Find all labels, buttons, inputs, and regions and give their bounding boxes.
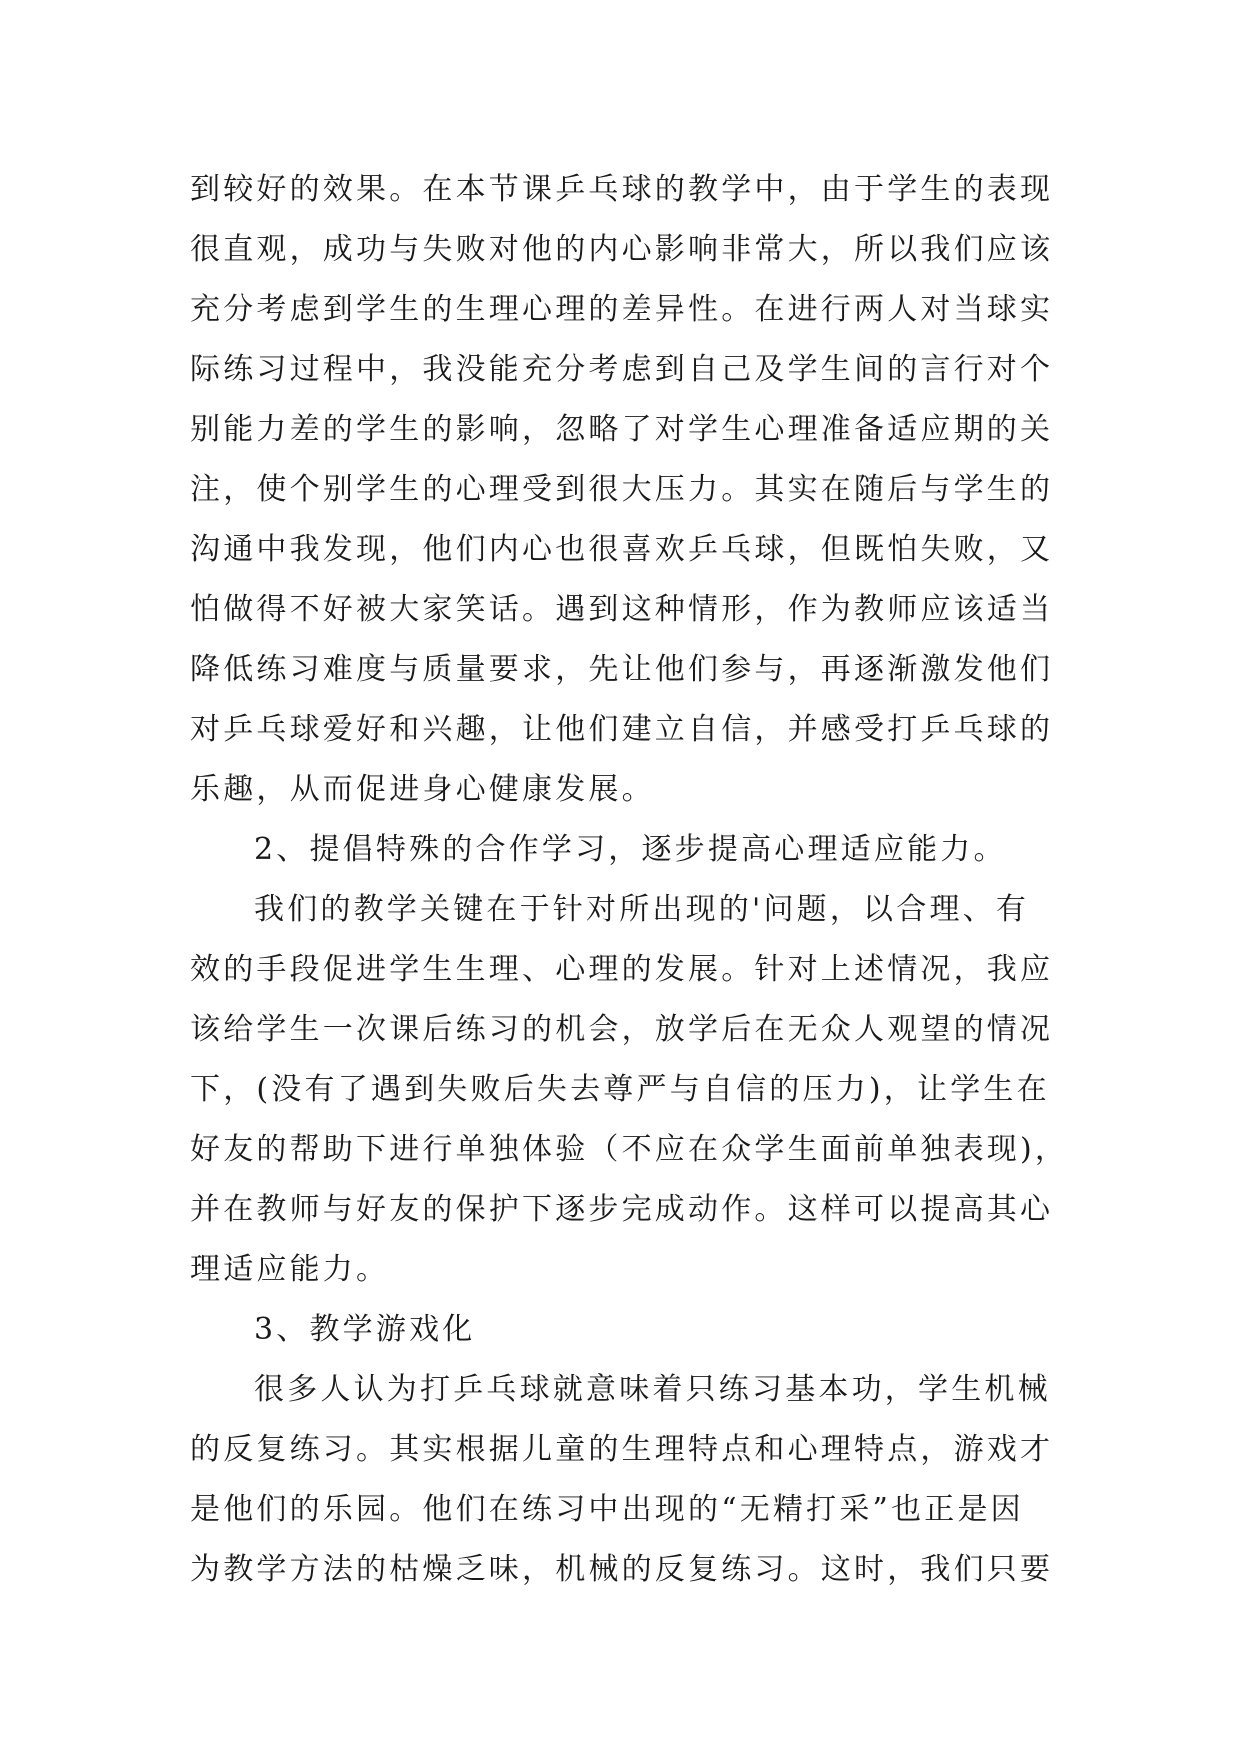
text-line: 到较好的效果。在本节课乒乓球的教学中，由于学生的表现	[190, 172, 1054, 207]
text-line: 很直观，成功与失败对他的内心影响非常大，所以我们应该	[190, 232, 1054, 267]
text-line: 充分考虑到学生的生理心理的差异性。在进行两人对当球实	[190, 292, 1054, 327]
text-line: 别能力差的学生的影响，忽略了对学生心理准备适应期的关	[190, 412, 1054, 447]
text-line: 降低练习难度与质量要求，先让他们参与，再逐渐激发他们	[190, 652, 1054, 687]
text-line: 并在教师与好友的保护下逐步完成动作。这样可以提高其心	[190, 1192, 1054, 1227]
text-line: 理适应能力。	[190, 1252, 390, 1287]
text-line: 沟通中我发现，他们内心也很喜欢乒乓球，但既怕失败，又	[190, 532, 1054, 567]
text-line: 该给学生一次课后练习的机会，放学后在无众人观望的情况	[190, 1012, 1054, 1047]
text-line: 怕做得不好被大家笑话。遇到这种情形，作为教师应该适当	[190, 592, 1054, 627]
section-heading: 2、提倡特殊的合作学习，逐步提高心理适应能力。	[254, 832, 1007, 867]
body-text	[190, 160, 1069, 1600]
text-line: 下，(没有了遇到失败后失去尊严与自信的压力)，让学生在	[190, 1072, 1050, 1107]
text-line: 效的手段促进学生生理、心理的发展。针对上述情况，我应	[190, 952, 1054, 987]
text-line: 是他们的乐园。他们在练习中出现的“无精打采”也正是因	[190, 1492, 1024, 1527]
paragraph-start: 很多人认为打乒乓球就意味着只练习基本功，学生机械	[254, 1372, 1051, 1407]
text-line: 为教学方法的枯燥乏味，机械的反复练习。这时，我们只要	[190, 1552, 1054, 1587]
text-line: 的反复练习。其实根据儿童的生理特点和心理特点，游戏才	[190, 1432, 1054, 1467]
section-heading: 3、教学游戏化	[254, 1312, 476, 1347]
text-line: 注，使个别学生的心理受到很大压力。其实在随后与学生的	[190, 472, 1054, 507]
text-line: 际练习过程中，我没能充分考虑到自己及学生间的言行对个	[190, 352, 1054, 387]
text-line: 好友的帮助下进行单独体验（不应在众学生面前单独表现)，	[190, 1132, 1069, 1167]
text-line: 对乒乓球爱好和兴趣，让他们建立自信，并感受打乒乓球的	[190, 712, 1054, 747]
text-line: 乐趣，从而促进身心健康发展。	[190, 772, 655, 807]
paragraph-start: 我们的教学关键在于针对所出现的'问题，以合理、有	[254, 892, 1030, 927]
